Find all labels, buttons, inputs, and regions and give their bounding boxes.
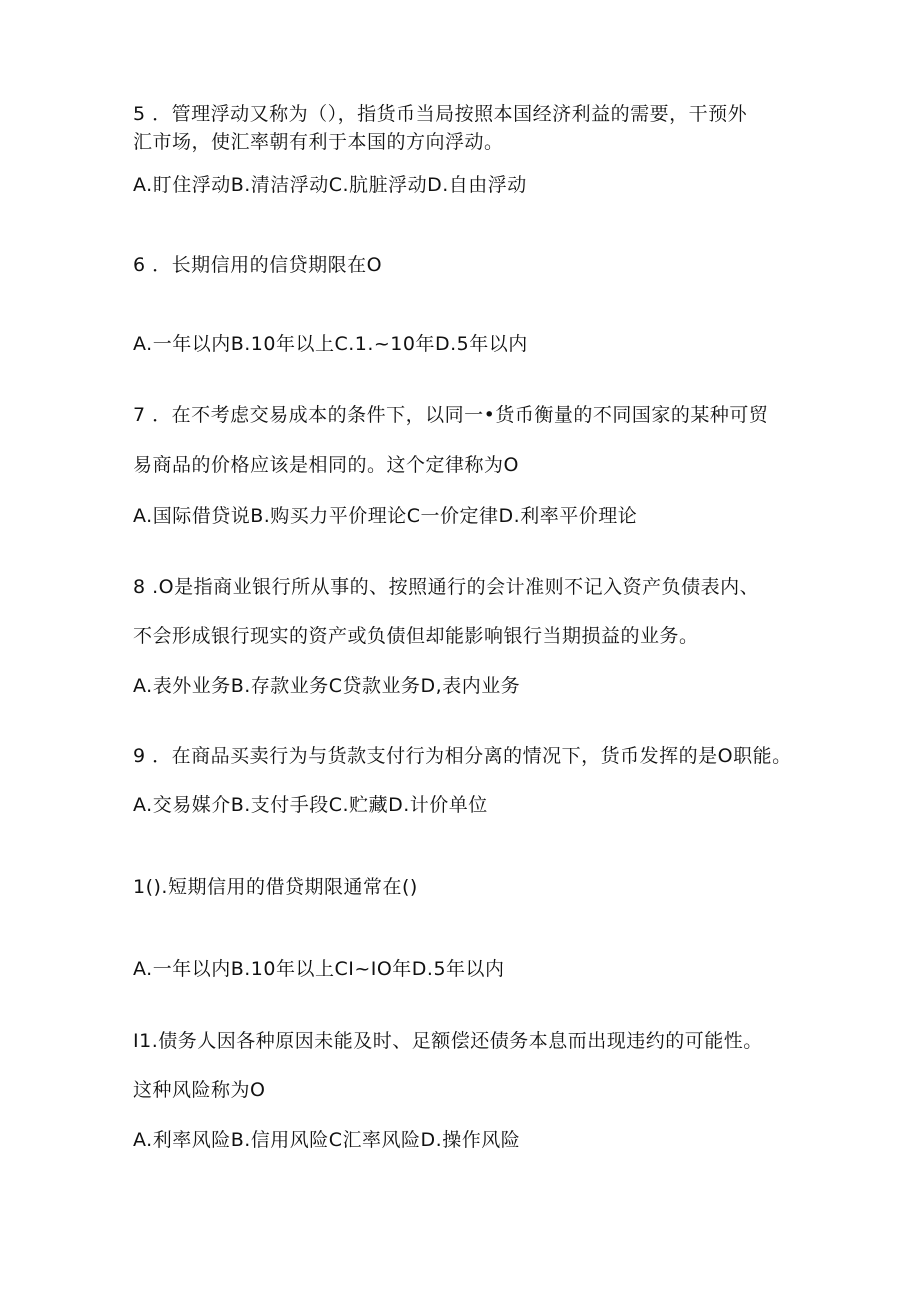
question-7-options: A.国际借贷说B.购买力平价理论C一价定律D.利率平价理论: [133, 505, 638, 527]
question-11-stem-line-2: 这种风险称为O: [133, 1079, 266, 1101]
question-5-stem-line-2: 汇市场，使汇率朝有利于本国的方向浮动。: [133, 131, 504, 153]
question-5-stem-line-1: 5 ．管理浮动又称为（），指货币当局按照本国经济利益的需要，干预外: [133, 103, 748, 125]
question-6-options: A.一年以内B.10年以上C.1.~10年D.5年以内: [133, 333, 528, 355]
question-9-options: A.交易媒介B.支付手段C.贮藏D.计价单位: [133, 794, 488, 816]
question-8-stem-line-2: 不会形成银行现实的资产或负债但却能影响银行当期损益的业务。: [133, 625, 699, 647]
question-7-stem-line-2: 易商品的价格应该是相同的。这个定律称为O: [133, 454, 519, 476]
question-8-options: A.表外业务B.存款业务C贷款业务D,表内业务: [133, 675, 521, 697]
question-10-options: A.一年以内B.10年以上CI~IO年D.5年以内: [133, 958, 505, 980]
question-10-stem-line-1: 1().短期信用的借贷期限通常在(): [133, 876, 418, 898]
question-7-stem-line-1: 7 ．在不考虑交易成本的条件下，以同一•货币衡量的不同国家的某种可贸: [133, 404, 769, 426]
question-8-stem-line-1: 8 .O是指商业银行所从事的、按照通行的会计准则不记入资产负债表内、: [133, 576, 760, 598]
question-9-stem-line-1: 9 ．在商品买卖行为与货款支付行为相分离的情况下，货币发挥的是O职能。: [133, 745, 792, 767]
question-11-stem-line-1: I1.债务人因各种原因未能及时、足额偿还债务本息而出现违约的可能性。: [133, 1030, 763, 1052]
question-5-options: A.盯住浮动B.清洁浮动C.肮脏浮动D.自由浮动: [133, 174, 527, 196]
question-11-options: A.利率风险B.信用风险C汇率风险D.操作风险: [133, 1129, 521, 1151]
question-6-stem-line-1: 6 ．长期信用的信贷期限在O: [133, 254, 383, 276]
